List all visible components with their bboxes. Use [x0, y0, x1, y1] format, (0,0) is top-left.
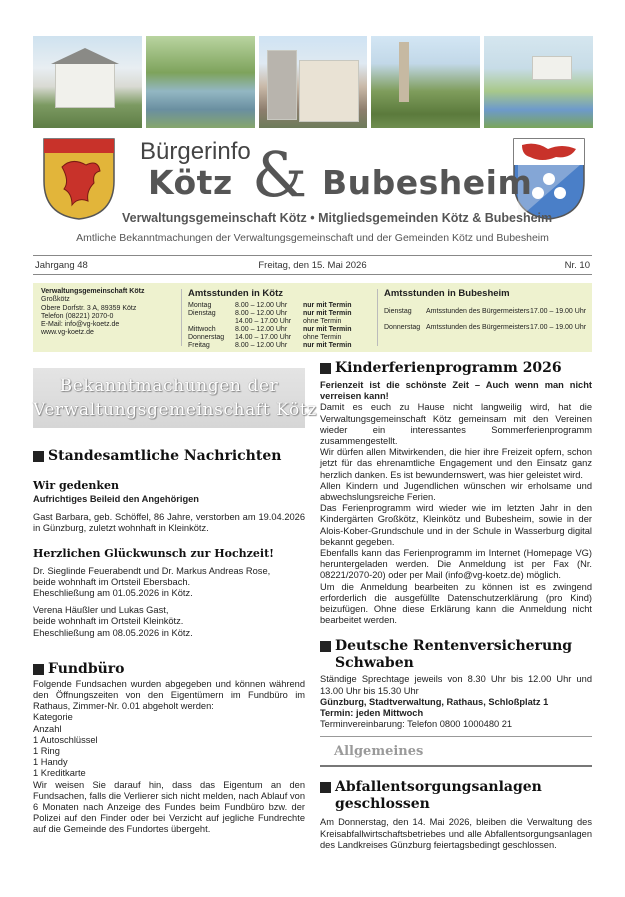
office-hours-box — [33, 283, 592, 352]
fundbuero-column-anzahl: Anzahl — [33, 723, 62, 734]
vg-contact-line: Großkötz — [41, 296, 70, 304]
koetz-hours-day: Montag — [188, 302, 212, 309]
koetz-hours-time: 8.00 – 12.00 Uhr — [235, 342, 288, 349]
found-item: 1 Kreditkarte — [33, 768, 86, 779]
section-heading-fundbuero: Fundbüro — [33, 661, 305, 678]
divider — [181, 289, 182, 346]
rente-phone: Terminvereinbarung: Telefon 0800 1000480 21 — [320, 719, 513, 730]
bullet-square-icon — [33, 664, 44, 675]
header-photo-strip — [33, 36, 593, 128]
wedding-entry: Verena Häußler und Lukas Gast, beide wohnhaft im Ortsteil Kleinkötz. Eheschließung am 08.05.2026 in Kötz. — [33, 605, 193, 638]
koetz-hours-row — [188, 326, 368, 334]
koetz-coat-of-arms-icon — [42, 137, 116, 221]
vg-contact-line: E-Mail: info@vg-koetz.de — [41, 321, 120, 329]
bubesheim-hours-time: 17.00 – 19.00 Uhr — [530, 324, 587, 331]
wedding-entry: Dr. Sieglinde Feuerabendt und Dr. Markus Andreas Rose, beide wohnhaft im Ortsteil Ebersbach. Eheschließung am 01.05.2026 in Kötz. — [33, 565, 271, 599]
koetz-hours-row — [188, 310, 368, 318]
koetz-hours-note: nur mit Termin — [303, 342, 352, 349]
section-allgemeines: Allgemeines — [320, 736, 592, 767]
koetz-hours-heading: Amtsstunden in Kötz — [188, 288, 283, 299]
photo-canal — [484, 36, 593, 128]
bubesheim-hours-heading: Amtsstunden in Bubesheim — [384, 288, 510, 299]
koetz-hours-day — [188, 318, 235, 326]
ferien-paragraph: Das Ferienprogramm wird wieder wie im letzten Jahr in den Kindergärten Großkötz, Kleinkötz und Bubesheim, sowie in der Alois-Kober-Grundschule und in der Schule in Wasserburg digital bekannt gegeben. — [320, 503, 592, 547]
found-item: 1 Handy — [33, 757, 68, 768]
found-item: 1 Autoschlüssel — [33, 734, 98, 745]
koetz-hours-day: Mittwoch — [188, 326, 216, 333]
koetz-hours-note: nur mit Termin — [303, 310, 352, 317]
koetz-hours-row — [188, 334, 368, 342]
bullet-square-icon — [320, 363, 331, 374]
koetz-hours-time: 14.00 – 17.00 Uhr — [235, 334, 292, 341]
fundbuero-column-kategorie: Kategorie — [33, 712, 73, 723]
ferien-paragraph: Um die Anmeldung bearbeiten zu können ist es zwingend erforderlich die ausgefüllte Datenschutzerklärung (pro Kind) beizufügen. Ohne diese Erklärung kann die Anmeldung nicht bearbeitet werden. — [320, 581, 592, 626]
ferien-lead: Ferienzeit ist die schönste Zeit – Auch wenn man nicht verreisen kann! — [320, 380, 592, 402]
bubesheim-hours-what: Amtsstunden des Bürgermeisters — [426, 324, 530, 331]
koetz-hours-note: ohne Termin — [303, 334, 342, 341]
photo-pond — [146, 36, 255, 128]
banner-line-2: Verwaltungsgemeinschaft Kötz — [33, 400, 317, 420]
koetz-hours-time: 14.00 – 17.00 Uhr — [235, 318, 292, 325]
section-heading-abfall: Abfallentsorgungsanlagen geschlossen — [320, 779, 592, 813]
koetz-hours-note: nur mit Termin — [303, 326, 352, 333]
issue-line — [33, 255, 592, 275]
bubesheim-hours-time: 17.00 – 19.00 Uhr — [530, 308, 587, 315]
issue-date: Freitag, den 15. Mai 2026 — [258, 260, 367, 271]
bubesheim-hours-row — [384, 308, 589, 315]
koetz-hours-note: ohne Termin — [303, 318, 342, 325]
left-column — [33, 448, 305, 836]
divider — [377, 289, 378, 346]
photo-church — [371, 36, 480, 128]
bullet-square-icon — [320, 782, 331, 793]
section-heading-ferien: Kinderferienprogramm 2026 — [320, 360, 592, 377]
bullet-square-icon — [320, 641, 331, 652]
section-heading-standesamt: Standesamtliche Nachrichten — [33, 448, 305, 465]
gedenken-subtitle: Aufrichtiges Beileid den Angehörigen — [33, 494, 199, 504]
masthead-title-koetz: Kötz — [148, 163, 233, 202]
bubesheim-hours — [384, 288, 589, 331]
masthead-subtitle: Verwaltungsgemeinschaft Kötz • Mitgliedsgemeinden Kötz & Bubesheim — [122, 211, 553, 225]
masthead-kicker: Bürgerinfo — [140, 138, 251, 165]
vg-contact-line: Obere Dorfstr. 3 A, 89359 Kötz — [41, 304, 137, 312]
fundbuero-outro: Wir weisen Sie darauf hin, dass das Eigentum an den Fundsachen, falls die Verlierer sich nicht melden, nach Ablauf von 6 Monaten nach Anzeige des Fundes beim Fundbüro bzw. der Polizei auf den Finder oder bei Verzicht auf jegliche Fundrechte auf die Gemeinde des Fundortes übergeht. — [33, 779, 305, 835]
obituary-text: Gast Barbara, geb. Schöffel, 86 Jahre, verstorben am 19.04.2026 in Günzburg, zuletzt wohnhaft in Kleinkötz. — [33, 512, 305, 534]
masthead-ampersand: & — [252, 138, 308, 211]
ferien-paragraph: Wir dürfen allen Mitwirkenden, die hier ihre Freizeit opfern, schon jetzt für das ehrenamtliche Engagement und den Einsatz ganz herzlich danken. Es ist bewundernswert, was hier geleistet wird. — [320, 447, 592, 480]
bubesheim-hours-day: Dienstag — [384, 308, 412, 315]
photo-villa — [33, 36, 142, 128]
wedding-title: Herzlichen Glückwunsch zur Hochzeit! — [33, 546, 275, 560]
koetz-hours-time: 8.00 – 12.00 Uhr — [235, 302, 288, 309]
rente-place: Günzburg, Stadtverwaltung, Rathaus, Schloßplatz 1 — [320, 696, 549, 707]
gedenken-title: Wir gedenken — [33, 479, 119, 492]
bubesheim-hours-what: Amtsstunden des Bürgermeisters — [426, 308, 530, 315]
section-heading-rente: Deutsche Rentenversicherung Schwaben — [320, 638, 592, 672]
koetz-hours-time: 8.00 – 12.00 Uhr — [235, 310, 288, 317]
rente-termin: Termin: jeden Mittwoch — [320, 708, 424, 719]
announcements-banner — [33, 368, 317, 428]
abfall-text: Am Donnerstag, den 14. Mai 2026, bleiben die Verwaltung des Kreisabfallwirtschaftsbetriebes und alle Abfallentsorgungsanlagen des Landkreises Günzburg feiertagsbedingt geschlossen. — [320, 817, 592, 850]
koetz-hours-day: Freitag — [188, 342, 210, 349]
ferien-paragraph: Damit es euch zu Hause nicht langweilig wird, hat die Verwaltungsgemeinschaft Kötz gemeinsam mit den Vereinen wieder ein interessantes Sommerferienprogramm zusammengestellt. — [320, 402, 592, 447]
koetz-hours-time: 8.00 – 12.00 Uhr — [235, 326, 288, 333]
right-column — [320, 360, 592, 851]
rente-hours: Ständige Sprechtage jeweils von 8.30 Uhr bis 12.00 Uhr und 13.00 Uhr bis 15.30 Uhr — [320, 674, 592, 696]
koetz-hours-row — [188, 342, 368, 350]
koetz-hours-note: nur mit Termin — [303, 302, 352, 309]
issue-number: Nr. 10 — [564, 260, 590, 271]
found-item: 1 Ring — [33, 746, 60, 757]
issue-volume: Jahrgang 48 — [35, 260, 88, 271]
koetz-hours-day: Dienstag — [188, 310, 216, 317]
bubesheim-hours-day: Donnerstag — [384, 324, 421, 331]
ferien-paragraph: Allen Kindern und Jugendlichen wünschen wir erholsame und abwechslungsreiche Ferien. — [320, 480, 592, 503]
bullet-square-icon — [33, 451, 44, 462]
banner-line-1: Bekanntmachungen der — [59, 376, 279, 396]
masthead-tagline: Amtliche Bekanntmachungen der Verwaltungsgemeinschaft und der Gemeinden Kötz und Bubesheim — [76, 232, 549, 244]
vg-contact-line: Telefon (08221) 2070-0 — [41, 312, 114, 320]
ferien-paragraph: Ebenfalls kann das Ferienprogramm im Internet (Homepage VG) heruntergeladen werden. Die Anmeldung ist per Fax (Nr. 08221/2070-20) oder per Mail (info@vg-koetz.de) möglich. — [320, 548, 592, 581]
photo-town-hall — [259, 36, 368, 128]
vg-contact-name: Verwaltungsgemeinschaft Kötz — [41, 288, 145, 295]
koetz-hours-row — [188, 318, 368, 326]
vg-contact-line: www.vg-koetz.de — [41, 329, 94, 337]
koetz-hours — [188, 288, 368, 350]
koetz-hours-day: Donnerstag — [188, 334, 225, 341]
masthead-title-bubesheim: Bubesheim — [322, 163, 533, 202]
fundbuero-intro: Folgende Fundsachen wurden abgegeben und können während den Öffnungszeiten von den Eigentümern im Fundbüro im Rathaus, Zimmer-Nr. 0.01 abgeholt werden: — [33, 678, 305, 712]
vg-contact — [41, 288, 181, 338]
koetz-hours-row — [188, 302, 368, 310]
bubesheim-hours-row — [384, 324, 589, 331]
